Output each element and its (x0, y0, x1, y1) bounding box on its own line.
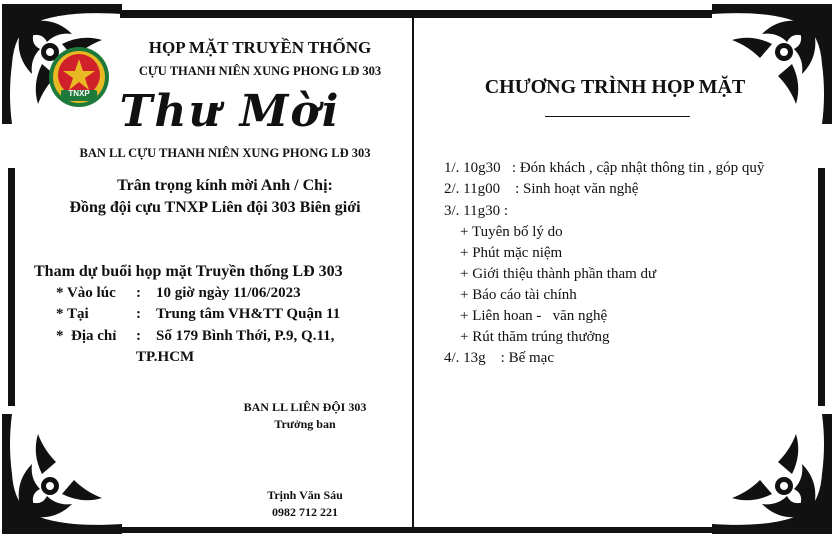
corner-ornament-bottom-right (712, 414, 832, 534)
detail-value-place: Trung tâm VH&TT Quận 11 (156, 306, 341, 322)
detail-address-continued: TP.HCM (136, 349, 195, 365)
invite-line-1: Trân trọng kính mời Anh / Chị: (117, 177, 333, 194)
invite-line-2: Đồng đội cựu TNXP Liên đội 303 Biên giới (69, 199, 361, 216)
header-subtitle: CỰU THANH NIÊN XUNG PHONG LĐ 303 (138, 64, 382, 78)
detail-value-address: Số 179 Bình Thới, P.9, Q.11, (156, 328, 335, 344)
invitation-title: Thư Mời (119, 86, 341, 137)
program-subitem-5: + Liên hoan - văn nghệ (460, 308, 608, 324)
program-subitem-6: + Rút thăm trúng thưởng (460, 329, 610, 345)
program-title-underline (545, 116, 690, 117)
detail-sep-place: : (136, 306, 141, 322)
bottom-bar (120, 527, 712, 533)
signature-phone: 0982 712 221 (272, 505, 338, 519)
corner-ornament-bottom-left (2, 414, 122, 534)
detail-label-place: * Tại (56, 306, 89, 322)
detail-label-address: * Địa chỉ (56, 328, 117, 344)
program-subitem-1: + Tuyên bố lý do (460, 224, 563, 240)
program-item-1: 1/. 10g30 : Đón khách , cập nhật thông tin , góp quỹ (444, 160, 765, 176)
program-title: CHƯƠNG TRÌNH HỌP MẶT (484, 76, 746, 98)
program-subitem-3: + Giới thiệu thành phần tham dư (460, 266, 657, 282)
signature-role: Trưởng ban (274, 417, 336, 431)
detail-sep-time: : (136, 285, 141, 301)
program-item-4: 4/. 13g : Bế mạc (444, 350, 554, 366)
detail-label-time: * Vào lúc (56, 285, 116, 301)
left-bar (8, 168, 15, 406)
right-bar (818, 168, 825, 406)
top-bar (120, 10, 712, 18)
signature-org: BAN LL LIÊN ĐỘI 303 (243, 400, 367, 414)
program-subitem-2: + Phút mặc niệm (460, 245, 563, 261)
program-item-3: 3/. 11g30 : (444, 203, 509, 219)
logo-text: TNXP (68, 89, 90, 98)
program-item-2: 2/. 11g00 : Sinh hoạt văn nghệ (444, 181, 639, 197)
program-subitem-4: + Báo cáo tài chính (460, 287, 577, 303)
organizer-line: BAN LL CỰU THANH NIÊN XUNG PHONG LĐ 303 (79, 146, 371, 160)
header-title: HỌP MẶT TRUYỀN THỐNG (148, 38, 372, 57)
corner-ornament-top-right (712, 4, 832, 124)
detail-value-time: 10 giờ ngày 11/06/2023 (156, 285, 301, 301)
detail-sep-address: : (136, 328, 141, 344)
center-divider (412, 14, 414, 532)
attend-line: Tham dự buổi họp mặt Truyền thống LĐ 303 (34, 263, 343, 280)
signature-name: Trịnh Văn Sáu (267, 488, 343, 502)
